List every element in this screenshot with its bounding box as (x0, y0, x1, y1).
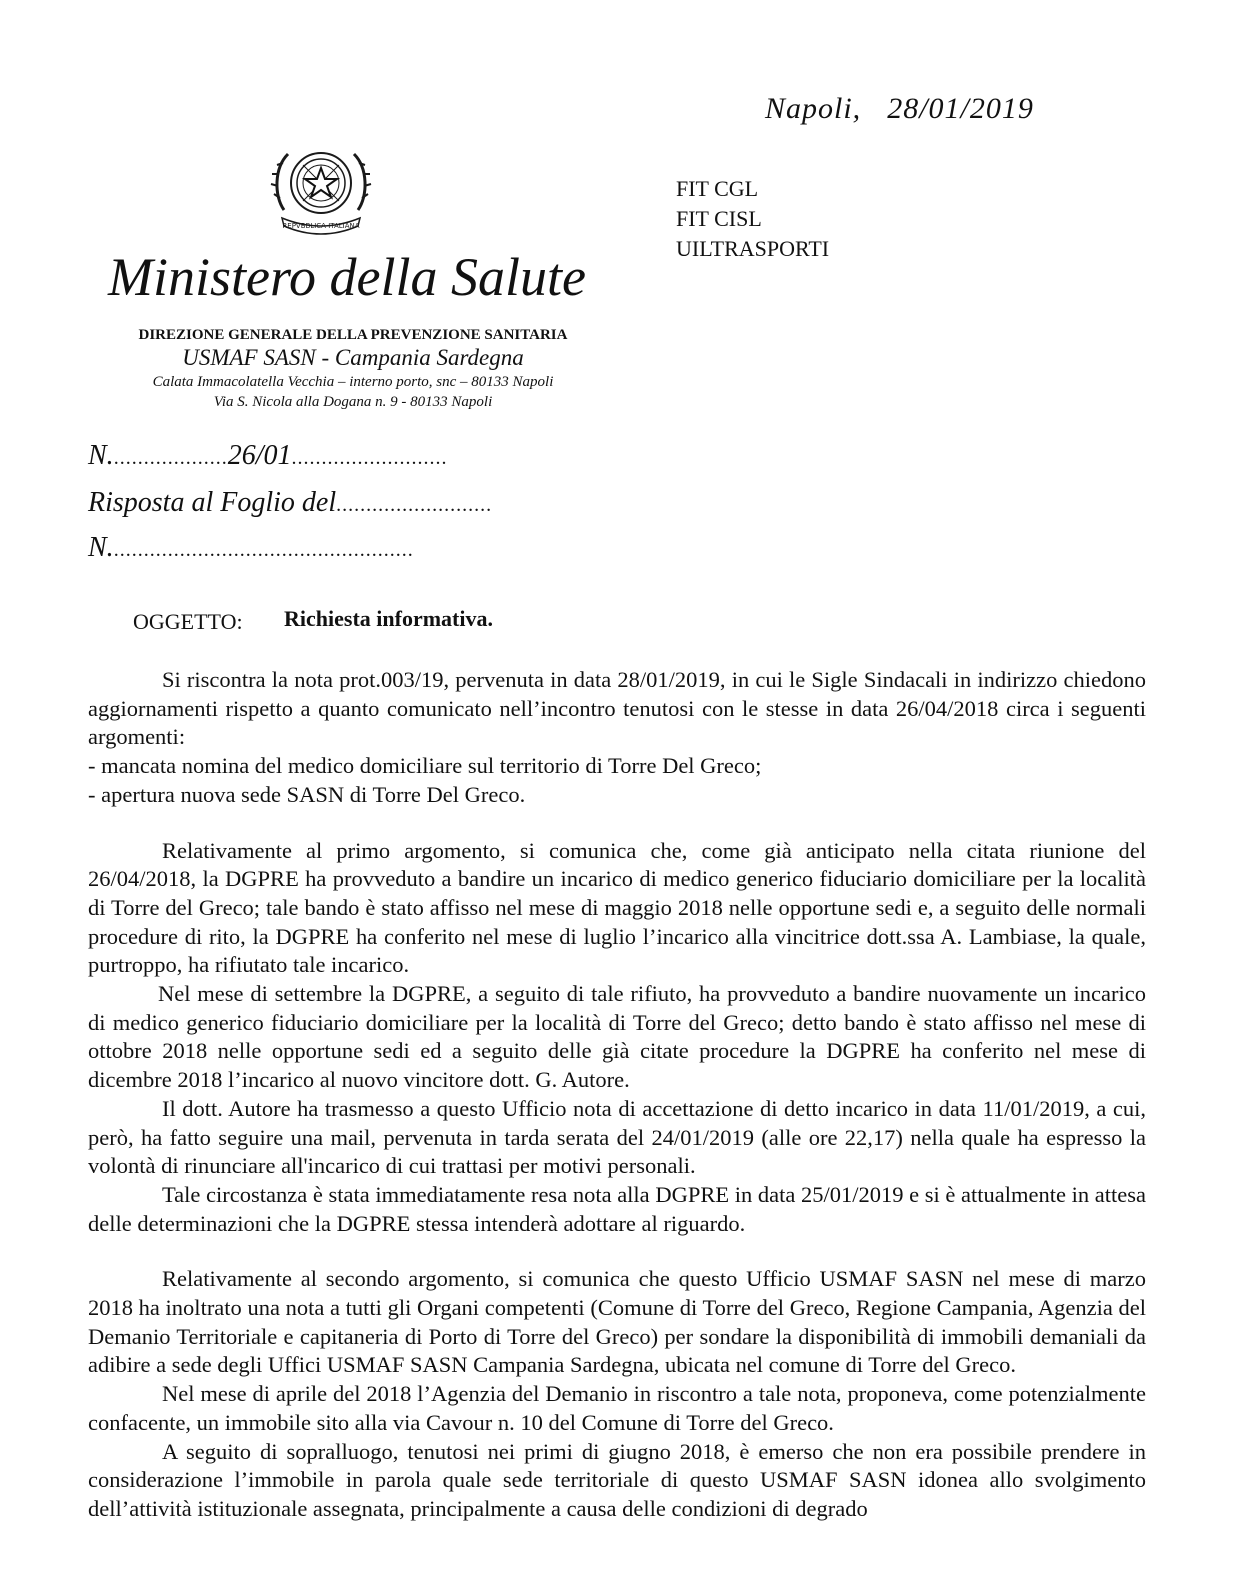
address-line-2: Via S. Nicola alla Dogana n. 9 - 80133 Napoli (213, 394, 493, 410)
subject-label: OGGETTO: (133, 609, 243, 634)
republic-emblem-icon (266, 138, 376, 238)
date-value: 28/01/2019 (887, 92, 1034, 125)
address-line-1: Calata Immacolatella Vecchia – interno porto, snc – 80133 Napoli (152, 374, 554, 390)
paragraph: A seguito di sopralluogo, tenutosi nei primi di giugno 2018, è emerso che non era possibile prendere in considerazione l’immobile in parola quale sede territoriale di questo USMAF SASN idonea allo svolgimento dell’attività istituzionale assegnata, principalmente a causa delle condizioni di degrado (88, 1438, 1146, 1521)
reply-number-line: N................................................... (88, 532, 414, 563)
place-label: Napoli, (765, 92, 862, 125)
paragraph: Tale circostanza è stata immediatamente resa nota alla DGPRE in data 25/01/2019 e si è attualmente in attesa delle determinazioni che la DGPRE stessa intenderà adottare al riguardo. (88, 1181, 1146, 1236)
recipient: FIT CISL (676, 206, 762, 231)
paragraph: Nel mese di settembre la DGPRE, a seguito di tale rifiuto, ha provveduto a bandire nuovamente un incarico di medico generico fiduciario domiciliare per la località di Torre del Greco; detto bando è stato affisso nel mese di ottobre 2018 nelle opportune sedi ed a seguito delle già citate procedure la DGPRE ha conferito nel mese di dicembre 2018 l’incarico al nuovo vincitore dott. G. Autore. (88, 981, 1146, 1093)
paragraph: Relativamente al primo argomento, si comunica che, come già anticipato nella citata riunione del 26/04/2018, la DGPRE ha provveduto a bandire un incarico di medico generico fiduciario domiciliare per la località di Torre del Greco; tale bando è stato affisso nel mese di maggio 2018 nelle opportune sedi e, a seguito delle normali procedure di rito, la DGPRE ha conferito nel mese di luglio l’incarico alla vincitrice dott.ssa A. Lambiase, la quale, purtroppo, ha rifiutato tale incarico. (88, 837, 1146, 978)
paragraph: Nel mese di aprile del 2018 l’Agenzia del Demanio in riscontro a tale nota, proponeva, come potenzialmente confacente, un immobile sito alla via Cavour n. 10 del Comune di Torre del Greco. (88, 1381, 1146, 1435)
direction-name: DIREZIONE GENERALE DELLA PREVENZIONE SANITARIA (138, 327, 568, 343)
paragraph: Relativamente al secondo argomento, si comunica che questo Ufficio USMAF SASN nel mese di marzo 2018 ha inoltrato una nota a tutti gli Organi competenti (Comune di Torre del Greco, Regione Campania, Agenzia del Demanio Territoriale e capitaneria di Porto di Torre del Greco) per sondare la disponibilità di immobili demaniali da adibire a sede degli Uffici USMAF SASN Campania Sardegna, ubicata nel comune di Torre del Greco. (88, 1266, 1146, 1378)
emblem-motto: REPVBBLICA ITALIANA (282, 222, 360, 230)
subject-value: Richiesta informativa. (284, 606, 493, 631)
recipient: FIT CGL (676, 176, 759, 201)
paragraph: Si riscontra la nota prot.003/19, pervenuta in data 28/01/2019, in cui le Sigle Sindacali in indirizzo chiedono aggiornamenti rispetto a quanto comunicato nell’incontro tenutosi con le stesse in data 26/04/2018 circa i seguenti argomenti: (88, 667, 1146, 750)
list-item: - apertura nuova sede SASN di Torre Del Greco. (88, 781, 526, 807)
protocol-number-line: N....................26/01.......................... (88, 440, 448, 471)
reply-number-label: N. (88, 532, 114, 563)
reply-to-line: Risposta al Foglio del.......................... (88, 487, 493, 518)
letter-date (765, 92, 1034, 126)
letter-body (88, 666, 1146, 1524)
number-label: N. (88, 440, 114, 471)
paragraph: Il dott. Autore ha trasmesso a questo Ufficio nota di accettazione di detto incarico in data 11/01/2019, a cui, però, ha fatto seguire una mail, pervenuta in tarda serata del 24/01/2019 (alle ore 22,17) nella quale ha espresso la volontà di rinunciare all'incarico di cui trattasi per motivi personali. (88, 1095, 1146, 1179)
ministry-name: Ministero della Salute (108, 247, 586, 307)
number-value: 26/01 (227, 440, 292, 471)
recipients-block (676, 174, 829, 264)
office-name: USMAF SASN - Campania Sardegna (182, 345, 524, 370)
reply-label: Risposta al Foglio del (88, 487, 337, 518)
list-item: - mancata nomina del medico domiciliare sul territorio di Torre Del Greco; (88, 753, 762, 779)
recipient: UILTRASPORTI (676, 236, 830, 261)
